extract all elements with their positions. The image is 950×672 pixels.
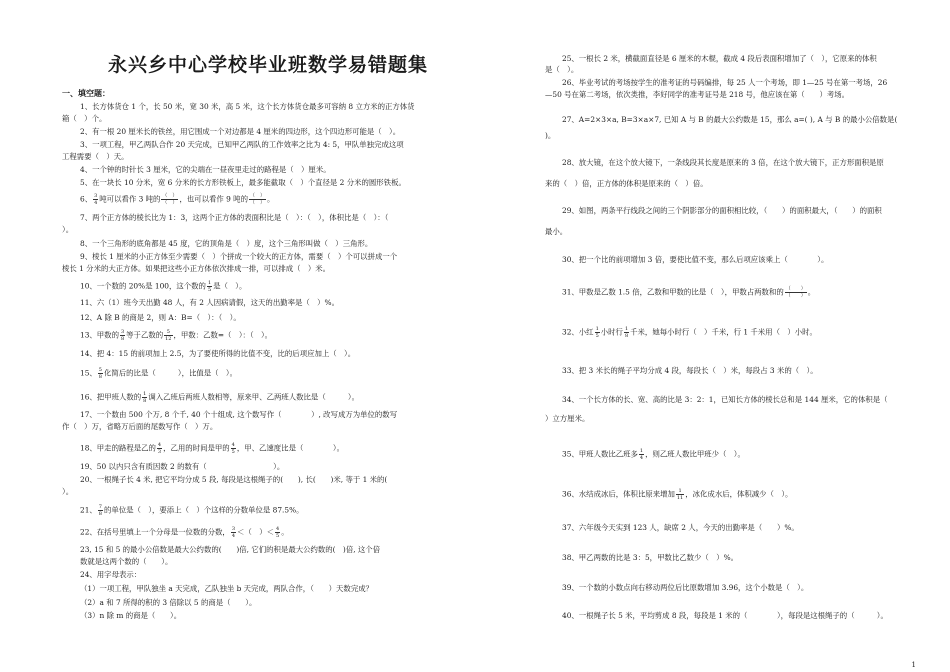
- question-q29b: 最小。: [545, 227, 568, 236]
- question-q3a: 3、一项工程，甲乙两队合作 20 天完成，已知甲乙两队的工作效率之比为 4: 5，甲队单独完成这项: [80, 140, 404, 149]
- fraction-numerator: 1: [207, 280, 212, 286]
- text-run: 18、甲走的路程是乙的: [80, 443, 156, 453]
- question-q9a: 9、棱长 1 厘米的小正方体至少需要（ ）个拼成一个较大的正方体，需要（ ）个可以拼成一个: [80, 252, 398, 261]
- question-q8: 8、一个三角形的底角都是 45 度，它的顶角是（ ）度，这个三角形叫做（ ）三角形。: [80, 239, 373, 248]
- question-q37: 37、六年级今天实到 123 人，缺席 2 人，今天的出勤率是（ ）%。: [562, 523, 799, 532]
- fraction: [231, 442, 236, 455]
- question-q2: 2、有一根 20 厘米长的铁丝，用它围成一个对边都是 4 厘米的四边形，这个四边形可能是（ ）。: [80, 127, 401, 136]
- fraction: [207, 280, 212, 293]
- fraction: [624, 326, 629, 339]
- fraction: [595, 326, 600, 339]
- text-run: ，甲数：乙数=（ ）：（ ）。: [173, 330, 273, 340]
- question-q25a: 25、一根长 2 米，横截面直径是 6 厘米的木棍，截成 4 段后表面积增加了（ ），它原来的体积: [562, 54, 877, 63]
- question-q1a: 1、长方体货仓 1 个，长 50 米，宽 30 米，高 5 米，这个长方体货仓最多可容纳 8 立方米的正方体货: [80, 102, 415, 111]
- question-q39: 39、一个数的小数点向右移动两位后比原数增加 3.96，这个小数是（ ）。: [562, 583, 809, 592]
- question-q15: [80, 367, 237, 380]
- question-q34b: ）立方厘米。: [545, 414, 590, 423]
- text-run: 36、水结成冰后，体积比原来增加: [562, 489, 675, 499]
- fraction: [639, 448, 644, 461]
- text-run: 千米，她每小时行（ ）千米，行 1 千米用（ ）小时。: [630, 327, 817, 337]
- fraction: [231, 526, 236, 539]
- fraction-numerator: 1: [676, 488, 684, 495]
- question-q3b: 工程需要（ ）天。: [62, 152, 129, 161]
- fraction-numerator: 3: [231, 526, 236, 532]
- text-run: 6、: [80, 194, 93, 204]
- fraction: [98, 367, 103, 380]
- question-q17a: 17、一个数由 500 个万, 8 个千, 40 个十组成, 这个数写作（ ）, 改写成万为单位的数写: [80, 410, 398, 419]
- fraction: [249, 193, 266, 206]
- question-q5: 5、在一块长 10 分米，宽 6 分米的长方形铁板上，最多能截取（ ）个直径是 2 分米的圆形铁板。: [80, 178, 406, 187]
- fraction-denominator: 8: [624, 333, 629, 339]
- question-q38: 38、甲乙两数的比是 3：5，甲数比乙数少（ ）%。: [562, 553, 738, 562]
- text-run: 化简后的比是（ ），比值是（ ）。: [103, 368, 238, 378]
- fraction-denominator: （ ）: [785, 293, 806, 299]
- text-run: ，甲、乙速度比是（ ）。: [236, 443, 344, 453]
- question-q24_1: （1）一项工程，甲队独坐 a 天完成，乙队独坐 b 天完成，两队合作，（ ）天数完成？: [80, 584, 373, 593]
- question-q6: [80, 193, 274, 206]
- fraction: [98, 504, 103, 517]
- fraction: [157, 442, 162, 455]
- text-run: 。: [807, 287, 816, 297]
- fraction: [120, 329, 125, 342]
- fraction-denominator: 3: [157, 449, 162, 455]
- question-q24: 24、用字母表示：: [80, 570, 142, 579]
- section-heading: 一、填空题：: [62, 88, 110, 98]
- fraction-numerator: 3: [120, 329, 125, 335]
- question-q20a: 20、一根绳子长 4 米, 把它平均分成 5 段, 每段是这根绳子的( ), 长( )米, 等于 1 米的(: [80, 475, 388, 484]
- fraction-denominator: 12: [165, 336, 172, 342]
- text-run: ，冰化成水后，体积减少（ ）。: [685, 489, 793, 499]
- question-q27b: )。: [545, 131, 556, 140]
- question-q23b: 数就是这两个数的（ ）。: [80, 557, 173, 566]
- question-q34a: 34、一个长方体的长、宽、高的比是 3：2：1，已知长方体的棱长总和是 144 厘米，它的体积是（: [562, 395, 888, 404]
- question-q35: [562, 448, 745, 461]
- question-q26b: —50 号在第二考场，依次类推，李好同学的准考证号是 218 号，他应该在第（ ）考场。: [545, 90, 850, 99]
- fraction-denominator: 8: [98, 374, 102, 380]
- text-run: 13、甲数的: [80, 330, 119, 340]
- question-q4: 4、一个钟的时针长 3 厘米，它的尖端在一昼夜里走过的路程是（ ）厘米。: [80, 165, 331, 174]
- fraction-numerator: 4: [276, 526, 280, 532]
- question-q26a: 26、毕业考试的考场按学生的准考证的号码编排，每 25 人一个考场，即 1—25 号在第一考场，26: [562, 78, 888, 87]
- question-q28a: 28、放大镜，在这个放大镜下，一条线段其长度是原来的 3 倍，在这个放大镜下，正方形面积是原: [562, 158, 884, 167]
- fraction-numerator: 1: [624, 326, 629, 332]
- fraction-numerator: 5: [164, 329, 172, 336]
- text-run: 32、小红: [562, 327, 594, 337]
- text-run: 小时行: [600, 327, 623, 337]
- question-q22: [80, 526, 289, 539]
- fraction-numerator: 5: [98, 367, 102, 373]
- fraction-denominator: （ ）: [162, 200, 178, 206]
- question-q28b: 来的（ ）倍，正方体的体积是原来的（ ）倍。: [545, 179, 708, 188]
- text-run: 。: [281, 527, 289, 537]
- text-run: ，则乙班人数比甲班少（ ）。: [645, 449, 745, 459]
- fraction-numerator: 4: [231, 442, 235, 448]
- question-q12: 12、A 除 B 的商是 2，则 A：B=（ ）：（ ）。: [80, 313, 241, 322]
- question-q24_2: （2）a 和 7 所得的积的 3 倍除以 5 的商是（ ）。: [80, 598, 257, 607]
- question-q27a: 27、A=2×3×a, B=3×a×7, 已知 A 与 B 的最大公约数是 15，那么 a=( ), A 与 B 的最小公倍数是(: [562, 115, 898, 124]
- question-q9b: 棱长 1 分米的大正方体。如果把这些小正方体依次排成一排，可以排成（ ）米。: [62, 264, 331, 273]
- question-q7b: ）。: [62, 225, 74, 234]
- question-q17b: 作（ ）万，省略万后面的尾数写作（ ）万。: [62, 422, 218, 431]
- text-run: 31、甲数是乙数 1.5 倍，乙数和甲数的比是（ ），甲数占两数和的: [562, 287, 784, 297]
- text-run: 等于乙数的: [126, 330, 164, 340]
- fraction: [93, 193, 98, 206]
- question-q40: 40、一根绳子长 5 米，平均剪成 8 段，每段是 1 米的（ ），每段是这根绳子的（ ）。: [562, 611, 888, 620]
- text-run: 35、甲班人数比乙班多: [562, 449, 638, 459]
- question-q18: [80, 442, 344, 455]
- fraction-denominator: 8: [98, 511, 102, 517]
- text-run: ，也可以看作 9 吨的: [179, 194, 248, 204]
- question-q24_3: （3）n 除 m 的商是（ ）。: [80, 611, 182, 620]
- fraction: [142, 391, 147, 404]
- fraction-numerator: （ ）: [162, 193, 178, 199]
- question-q31: [562, 286, 815, 299]
- question-q25b: 是（ ）。: [545, 65, 579, 74]
- question-q16: [80, 391, 359, 404]
- fraction: [164, 329, 172, 342]
- question-q11: 11、六（1）班今天出勤 48 人，有 2 人因病请假，这天的出勤率是（ ）%。: [80, 298, 339, 307]
- text-run: 的单位是（ ），要添上（ ）个这样的分数单位是 87.5%。: [103, 505, 304, 515]
- fraction-numerator: 1: [639, 448, 644, 454]
- fraction-denominator: 8: [143, 398, 147, 404]
- text-run: 。: [266, 194, 275, 204]
- fraction-numerator: （ ）: [785, 286, 806, 292]
- fraction-denominator: 4: [231, 533, 236, 539]
- text-run: 调入乙班后两班人数相等，原来甲、乙两班人数比是（ ）。: [148, 392, 359, 402]
- question-q23a: 23, 15 和 5 的最小公倍数是最大公约数的( )倍, 它们的积是最大公约数的( )倍, 这个倍: [80, 545, 381, 554]
- fraction-numerator: （ ）: [249, 193, 265, 199]
- question-q21: [80, 504, 304, 517]
- fraction-denominator: 5: [207, 287, 212, 293]
- fraction-denominator: 11: [676, 495, 684, 501]
- text-run: 16、把甲班人数的: [80, 392, 142, 402]
- question-q32: [562, 326, 817, 339]
- question-q19: 19、50 以内只含有质因数 2 的数有（ ）。: [80, 462, 285, 471]
- question-q1b: 箱（ ）个。: [62, 114, 107, 123]
- fraction: [275, 526, 280, 539]
- text-run: 22、在括号里填上一个分母是一位数的分数，: [80, 527, 230, 537]
- question-q13: [80, 329, 272, 342]
- fraction-denominator: 4: [639, 455, 644, 461]
- fraction-numerator: 1: [595, 326, 599, 332]
- question-q29a: 29、如图，两条平行线段之间的三个阴影部分的面积相比较，（ ）的面积最大，（ ）的面积: [562, 206, 882, 215]
- fraction-numerator: 7: [98, 504, 102, 510]
- question-q14: 14、把 4：15 的前项加上 2.5，为了要使所得的比值不变，比的后项应加上（ ）。: [80, 349, 356, 358]
- fraction-denominator: 5: [276, 533, 280, 539]
- fraction-denominator: 5: [231, 449, 235, 455]
- fraction: [785, 286, 807, 299]
- question-q36: [562, 488, 792, 501]
- fraction-numerator: 4: [157, 442, 162, 448]
- text-run: ＜（ ）＜: [237, 527, 274, 537]
- text-run: 10、一个数的 20%是 100，这个数的: [80, 281, 206, 291]
- fraction-denominator: 4: [94, 200, 98, 206]
- question-q10: [80, 280, 246, 293]
- fraction-denominator: 8: [120, 336, 125, 342]
- text-run: 是（ ）。: [213, 281, 247, 291]
- fraction-numerator: 1: [143, 391, 147, 397]
- page-title: 永兴乡中心学校毕业班数学易错题集: [108, 54, 429, 76]
- page-number: 1: [911, 661, 916, 669]
- question-q7a: 7、两个正方体的棱长比为 1：3，这两个正方体的表面积比是（ ）：（ ），体积比是（ ）：（: [80, 213, 389, 222]
- fraction: [676, 488, 684, 501]
- fraction-numerator: 3: [94, 193, 98, 199]
- text-run: 21、: [80, 505, 97, 515]
- fraction-denominator: 5: [595, 333, 599, 339]
- question-q30: 30、把一个比的前项增加 3 倍，要使比值不变，那么后项应该乘上（ ）。: [562, 255, 829, 264]
- question-q33: 33、把 3 米长的绳子平均分成 4 段，每段长（ ）米，每段占 3 米的（ ）。: [562, 366, 818, 375]
- fraction-denominator: （ ）: [249, 200, 265, 206]
- text-run: ，乙用的时间是甲的: [163, 443, 230, 453]
- text-run: 15、: [80, 368, 97, 378]
- question-q20b: ）。: [62, 487, 74, 496]
- text-run: 吨可以看作 3 吨的: [99, 194, 161, 204]
- fraction: [161, 193, 178, 206]
